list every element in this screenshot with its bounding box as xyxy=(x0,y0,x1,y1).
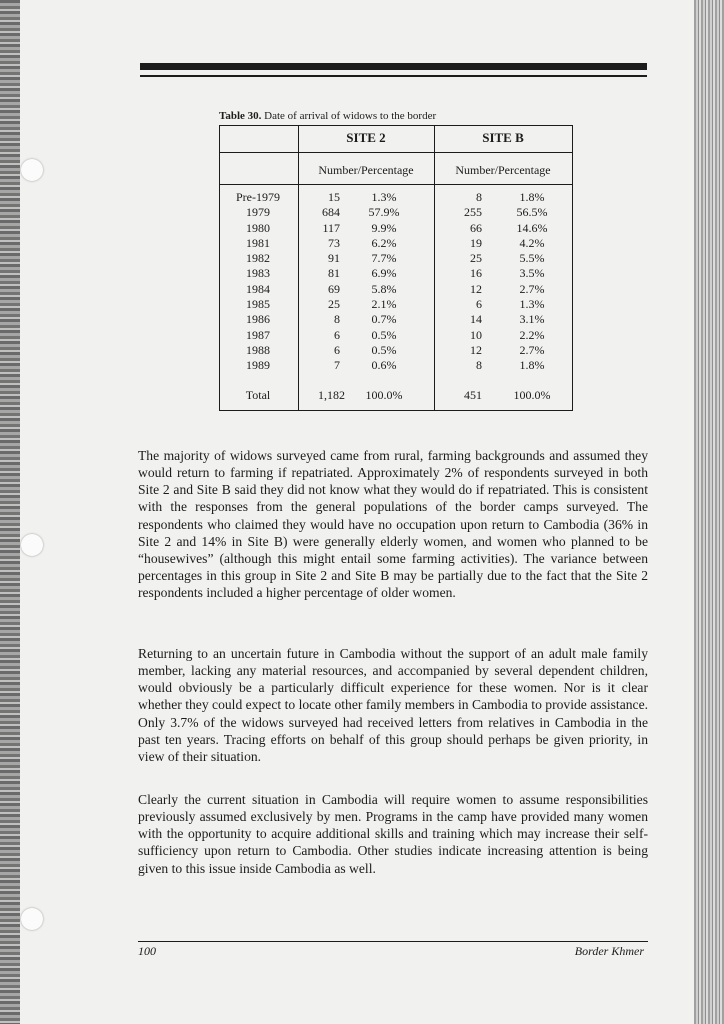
year-cell: 1981 xyxy=(246,235,270,250)
siteb-number-cell: 12 xyxy=(470,342,482,357)
siteb-percent-column xyxy=(502,190,562,374)
siteb-number-cell: 16 xyxy=(470,266,482,281)
year-cell: 1979 xyxy=(246,205,270,220)
siteb-percent-cell: 1.8% xyxy=(519,358,545,373)
header-rule-thin xyxy=(140,75,647,77)
site2-percent-cell: 9.9% xyxy=(371,220,397,235)
year-cell: 1989 xyxy=(246,358,270,373)
punch-hole xyxy=(21,159,43,181)
site2-percent-cell: 5.8% xyxy=(371,281,397,296)
site2-number-cell: 117 xyxy=(322,220,340,235)
siteb-number-cell: 12 xyxy=(470,281,482,296)
site2-number-cell: 81 xyxy=(328,266,340,281)
siteb-percent-cell: 1.8% xyxy=(519,190,545,204)
scan-right-edge xyxy=(694,0,724,1024)
scan-left-edge xyxy=(0,0,20,1024)
siteb-number-cell: 66 xyxy=(470,220,482,235)
site2-number-cell: 25 xyxy=(328,297,340,312)
siteb-percent-cell: 4.2% xyxy=(519,235,545,250)
site2-percent-cell: 0.7% xyxy=(371,312,397,327)
year-cell: 1984 xyxy=(246,281,270,296)
siteb-number-cell: 25 xyxy=(470,251,482,266)
siteb-number-cell: 10 xyxy=(470,327,482,342)
running-head: Border Khmer xyxy=(574,944,644,958)
site2-percent-cell: 57.9% xyxy=(368,205,400,220)
site2-number-cell: 15 xyxy=(328,190,340,204)
site2-number-column xyxy=(310,190,340,374)
siteb-percent-cell: 2.2% xyxy=(519,327,545,342)
siteb-number-cell: 14 xyxy=(470,312,482,327)
site2-percent-cell: 0.5% xyxy=(371,342,397,357)
header-rule-thick xyxy=(140,63,647,70)
table-caption-text: Date of arrival of widows to the border xyxy=(264,110,437,122)
siteb-number-cell: 255 xyxy=(464,205,482,220)
punch-hole xyxy=(21,534,43,556)
arrival-table xyxy=(219,125,573,411)
siteb-percent-cell: 3.5% xyxy=(519,266,545,281)
punch-hole xyxy=(21,908,43,930)
siteb-percent-cell: 2.7% xyxy=(519,342,545,357)
siteb-percent-cell: 56.5% xyxy=(516,205,548,220)
siteb-subheader: Number/Percentage xyxy=(455,163,551,177)
siteb-total-number: 451 xyxy=(464,388,482,402)
year-column xyxy=(220,190,296,374)
site2-subheader: Number/Percentage xyxy=(318,163,414,177)
site2-header: SITE 2 xyxy=(346,130,386,145)
table-divider xyxy=(220,184,572,185)
site2-number-cell: 6 xyxy=(334,327,340,342)
siteb-percent-cell: 1.3% xyxy=(519,297,545,312)
year-cell: Pre-1979 xyxy=(236,190,280,204)
site2-percent-cell: 6.2% xyxy=(371,235,397,250)
footer-rule xyxy=(138,941,648,942)
table-caption-label: Table 30. xyxy=(219,110,262,122)
siteb-number-cell: 8 xyxy=(476,190,482,204)
site2-percent-cell: 0.5% xyxy=(371,327,397,342)
body-paragraph: The majority of widows surveyed came from rural, farming backgrounds and assumed they would return to farming if repatriated. Approximately 2% of respondents surveyed in both Site 2 and Site B said they did not know what they would do if repatriated. This is consistent with the responses from the general populations of the border camps surveyed. The respondents who claimed they would have no occupation upon return to Cambodia (36% in Site 2 and 14% in Site B) were generally elderly women, and women who planned to be “housewives” (although this might entail some farming activities). The variance between percentages in this group in Site 2 and Site B may be partially due to the fact that the Site 2 respondents included a higher percentage of older women. xyxy=(138,448,648,601)
siteb-number-cell: 19 xyxy=(470,235,482,250)
site2-number-cell: 684 xyxy=(322,205,340,220)
total-label: Total xyxy=(245,388,271,402)
siteb-number-column xyxy=(452,190,482,374)
table-caption xyxy=(219,110,436,122)
body-paragraph: Returning to an uncertain future in Cambodia without the support of an adult male family member, lacking any material resources, and accompanied by several dependent children, would obviously be a particularly difficult experience for these women. Nor is it clear whether they could expect to locate other family members in Cambodia to provide assistance. Only 3.7% of the widows surveyed had received letters from relatives in Cambodia in the past ten years. Tracing efforts on behalf of this group should perhaps be given priority, in view of their situation. xyxy=(138,646,648,764)
table-divider xyxy=(220,152,572,153)
siteb-percent-cell: 5.5% xyxy=(519,251,545,266)
siteb-number-cell: 8 xyxy=(476,358,482,373)
site2-percent-cell: 6.9% xyxy=(371,266,397,281)
site2-percent-cell: 7.7% xyxy=(371,251,397,266)
year-cell: 1986 xyxy=(246,312,270,327)
year-cell: 1983 xyxy=(246,266,270,281)
site2-percent-column xyxy=(354,190,414,374)
site2-total-number: 1,182 xyxy=(318,388,345,402)
site2-number-cell: 73 xyxy=(328,235,340,250)
year-cell: 1987 xyxy=(246,327,270,342)
siteb-number-cell: 6 xyxy=(476,297,482,312)
site2-percent-cell: 1.3% xyxy=(371,190,397,204)
siteb-percent-cell: 14.6% xyxy=(516,220,548,235)
site2-percent-cell: 2.1% xyxy=(371,297,397,312)
site2-number-cell: 69 xyxy=(328,281,340,296)
year-cell: 1988 xyxy=(246,342,270,357)
body-paragraph: Clearly the current situation in Cambodia will require women to assume responsibilities previously assumed exclusively by men. Programs in the camp have provided many women with the opportunity to acquire additional skills and training which may increase their self-sufficiency upon return to Cambodia. Other studies indicate increasing attention is being given to this issue inside Cambodia as well. xyxy=(138,792,648,876)
site2-percent-cell: 0.6% xyxy=(371,358,397,373)
year-cell: 1982 xyxy=(246,251,270,266)
siteb-percent-cell: 2.7% xyxy=(519,281,545,296)
year-cell: 1980 xyxy=(246,220,270,235)
siteb-header: SITE B xyxy=(482,130,524,145)
site2-number-cell: 6 xyxy=(334,342,340,357)
site2-number-cell: 8 xyxy=(334,312,340,327)
year-cell: 1985 xyxy=(246,297,270,312)
siteb-percent-cell: 3.1% xyxy=(519,312,545,327)
siteb-total-percent: 100.0% xyxy=(513,388,551,402)
site2-number-cell: 91 xyxy=(328,251,340,266)
site2-total-percent: 100.0% xyxy=(365,388,403,402)
site2-number-cell: 7 xyxy=(334,358,340,373)
page-number: 100 xyxy=(138,944,156,958)
